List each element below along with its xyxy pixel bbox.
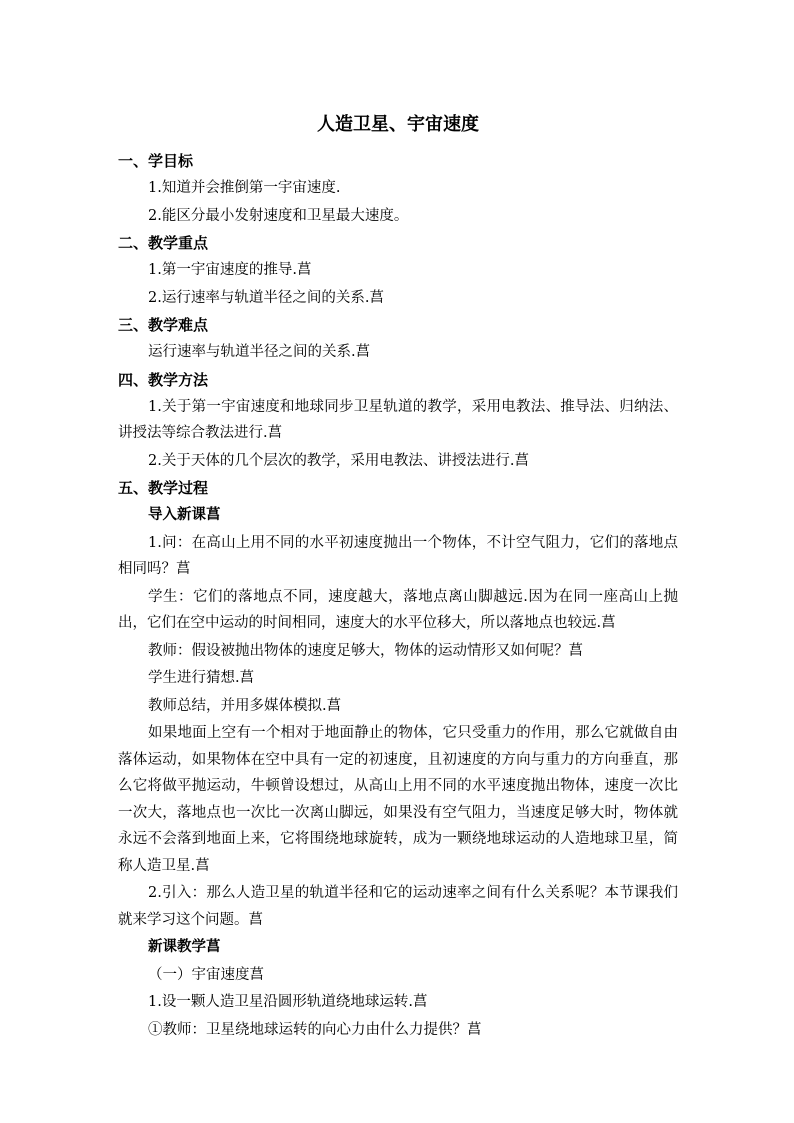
paragraph: 2.引入：那么人造卫星的轨道半径和它的运动速率之间有什么关系呢？本节课我们就来学习这个问题。菖 <box>118 885 678 928</box>
paragraph: 2.运行速率与轨道半径之间的关系.菖 <box>148 289 384 306</box>
paragraph: 2.能区分最小发射速度和卫星最大速度。 <box>148 207 409 224</box>
paragraph: 教师：假设被抛出物体的速度足够大，物体的运动情形又如何呢？菖 <box>148 642 583 659</box>
section-heading: 五、教学过程 <box>118 479 209 497</box>
paragraph: 2.关于天体的几个层次的教学，采用电教法、讲授法进行.菖 <box>148 452 529 469</box>
paragraph: 1.关于第一宇宙速度和地球同步卫星轨道的教学，采用电教法、推导法、归纳法、讲授法等综合教法进行.菖 <box>118 398 678 441</box>
paragraph: 1.第一宇宙速度的推导.菖 <box>148 262 312 278</box>
section-objectives <box>118 148 678 229</box>
document-title: 人造卫星、宇宙速度 <box>317 114 479 135</box>
section-methods <box>118 367 678 475</box>
paragraph: 学生进行猜想.菖 <box>148 670 255 686</box>
paragraph: 教师总结，并用多媒体模拟.菖 <box>148 697 342 714</box>
section-heading: 四、教学方法 <box>118 370 209 389</box>
paragraph: 如果地面上空有一个相对于地面静止的物体，它只受重力的作用，那么它就做自由落体运动，如果物体在空中具有一定的初速度，且初速度的方向与重力的方向垂直，那么它将做平抛运动，牛顿曾设想过，从高山上用不同的水平速度抛出物体，速度一次比一次大，落地点也一次比一次离山脚远，如果没有空气阻力，当速度足够大时，物体就永远不会落到地面上来，它将围绕地球旋转，成为一颗绕地球运动的人造地球卫星，简称人造卫星.菖 <box>118 725 678 874</box>
section-process <box>118 475 678 1043</box>
paragraph: 学生：它们的落地点不同，速度越大，落地点离山脚越远.因为在同一座高山上抛出，它们在空中运动的时间相同，速度大的水平位移大，所以落地点也较远.菖 <box>118 588 678 631</box>
subheading-new-lesson: 新课教学菖 <box>148 938 221 955</box>
paragraph: 1.设一颗人造卫星沿圆形轨道绕地球运转.菖 <box>148 994 428 1010</box>
paragraph: 1.问：在高山上用不同的水平初速度抛出一个物体，不计空气阻力，它们的落地点相同吗？菖 <box>118 534 678 577</box>
section-heading: 三、教学难点 <box>118 316 209 334</box>
document-body <box>118 110 678 1044</box>
paragraph: ①教师：卫星绕地球运转的向心力由什么力提供？菖 <box>148 1021 482 1038</box>
section-key-points <box>118 230 678 311</box>
paragraph: （一）宇宙速度菖 <box>148 966 264 983</box>
paragraph: 1.知道并会推倒第一宇宙速度. <box>148 180 341 196</box>
section-difficulties <box>118 312 678 366</box>
subheading-intro: 导入新课菖 <box>148 506 221 523</box>
section-heading: 一、学目标 <box>118 152 194 170</box>
section-heading: 二、教学重点 <box>118 234 209 252</box>
paragraph: 运行速率与轨道半径之间的关系.菖 <box>148 344 371 360</box>
